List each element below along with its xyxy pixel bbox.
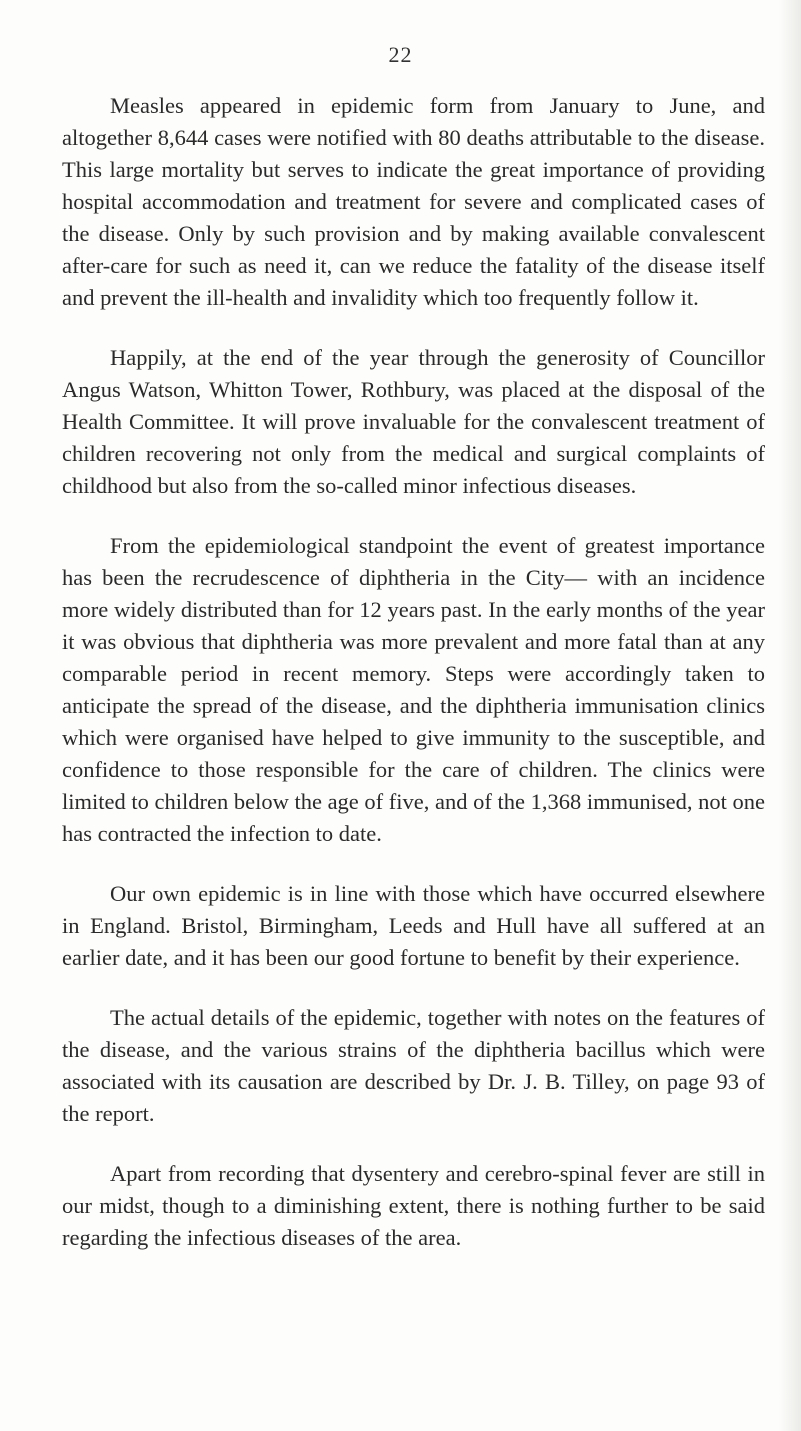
paragraph-other-diseases: Apart from recording that dysentery and cerebro-spinal fever are still in our midst, though to a diminishing extent, there is nothing further to be said regarding the infectious diseases of the area. [62, 1161, 765, 1250]
page-edge-shadow [779, 0, 801, 1431]
page-number: 22 [388, 42, 413, 67]
paragraph-diphtheria: From the epidemiological standpoint the event of greatest importance has been the recrudescence of diphtheria in the City— with an incidence more widely distributed than for 12 years past. In the early months of the year it was obvious that diphtheria was more prevalent and more fatal than at any comparable period in recent memory. Steps were accordingly taken to anticipate the spread of the disease, and the diphtheria immunisation clinics which were organised have helped to give immunity to the susceptible, and confidence to those responsible for the care of children. The clinics were limited to children below the age of five, and of the 1,368 immunised, not one has contracted the infection to date. [62, 533, 765, 846]
paragraph-epidemic-details: The actual details of the epidemic, together with notes on the features of the disease, and the various strains of the diphtheria bacillus which were associated with its causation are described by Dr. J. B. Tilley, on page 93 of the report. [62, 1005, 765, 1126]
paragraph-convalescent-home: Happily, at the end of the year through the generosity of Councillor Angus Watson, Whitton Tower, Rothbury, was placed at the disposal of the Health Committee. It will prove invaluable for the convalescent treatment of children recovering not only from the medical and surgical complaints of childhood but also from the so-called minor infectious diseases. [62, 345, 765, 498]
paragraph-measles: Measles appeared in epidemic form from January to June, and altogether 8,644 cases were notified with 80 deaths attributable to the disease. This large mortality but serves to indicate the great importance of providing hospital accommodation and treatment for severe and complicated cases of the disease. Only by such provision and by making available convalescent after-care for such as need it, can we reduce the fatality of the disease itself and prevent the ill-health and invalidity which too frequently follow it. [62, 93, 765, 310]
paragraph-other-epidemics: Our own epidemic is in line with those which have occurred elsewhere in England. Bristol, Birmingham, Leeds and Hull have all suffered at an earlier date, and it has been our good fortune to benefit by their experience. [62, 881, 765, 970]
body-text [62, 90, 765, 1282]
